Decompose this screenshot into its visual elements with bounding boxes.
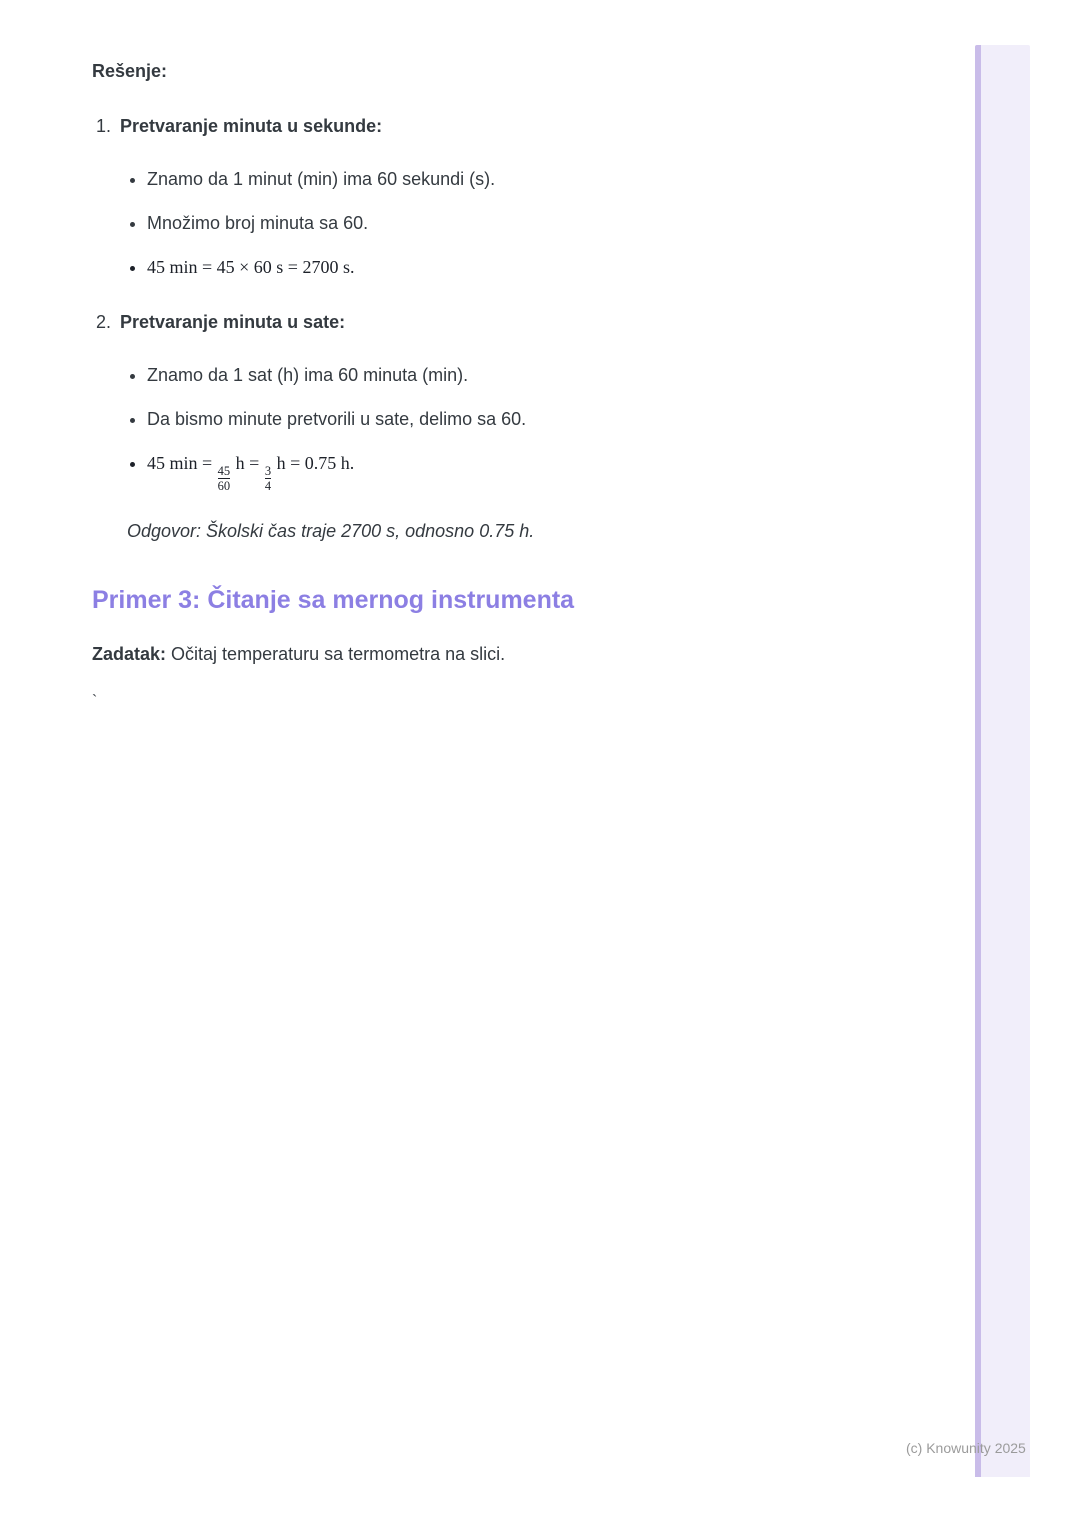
fraction-numerator: 45 [217,464,231,479]
fraction [217,465,232,493]
bullet-list [120,168,932,278]
math-expression [147,452,932,494]
solution-heading: Rešenje: [92,61,168,81]
solution-step-1 [96,115,932,278]
list-item: • Znamo da 1 minut (min) ima 60 sekundi (s). [147,168,932,190]
answer-text: Odgovor: Školski čas traje 2700 s, odnosno 0.75 h. [127,520,535,541]
fraction-denominator: 60 [217,479,231,494]
list-item: • Znamo da 1 sat (h) ima 60 minuta (min). [147,364,932,386]
math-text: 45 min = [147,453,217,473]
math-text: h = [231,453,264,473]
bullet-list [120,364,932,494]
fraction [264,465,272,493]
solution-steps-list [92,115,932,494]
fraction-denominator: 4 [264,479,272,494]
list-item: • Množimo broj minuta sa 60. [147,212,932,234]
task-label: Zadatak: [92,643,167,664]
list-item: • Da bismo minute pretvorili u sate, delimo sa 60. [147,408,932,430]
solution-step-2 [96,311,932,494]
right-margin-band [975,45,1030,1477]
list-number: 2. [96,312,112,332]
copyright-text: (c) Knowunity 2025 [906,1440,1026,1456]
section-title: Pretvaranje minuta u sate: [120,312,346,332]
task-text: Očitaj temperaturu sa termometra na slici. [171,643,506,664]
section-title: Pretvaranje minuta u sekunde: [120,116,383,136]
document-content [92,60,932,712]
list-number: 1. [96,116,112,136]
math-expression: • 45 min = 45 × 60 s = 2700 s. [147,256,932,278]
fraction-numerator: 3 [264,464,272,479]
task-paragraph [92,643,932,665]
stray-backtick-char: ` [92,692,98,710]
math-text: h = 0.75 h. [272,453,355,473]
example-heading: Primer 3: Čitanje sa mernog instrumenta [92,585,575,614]
